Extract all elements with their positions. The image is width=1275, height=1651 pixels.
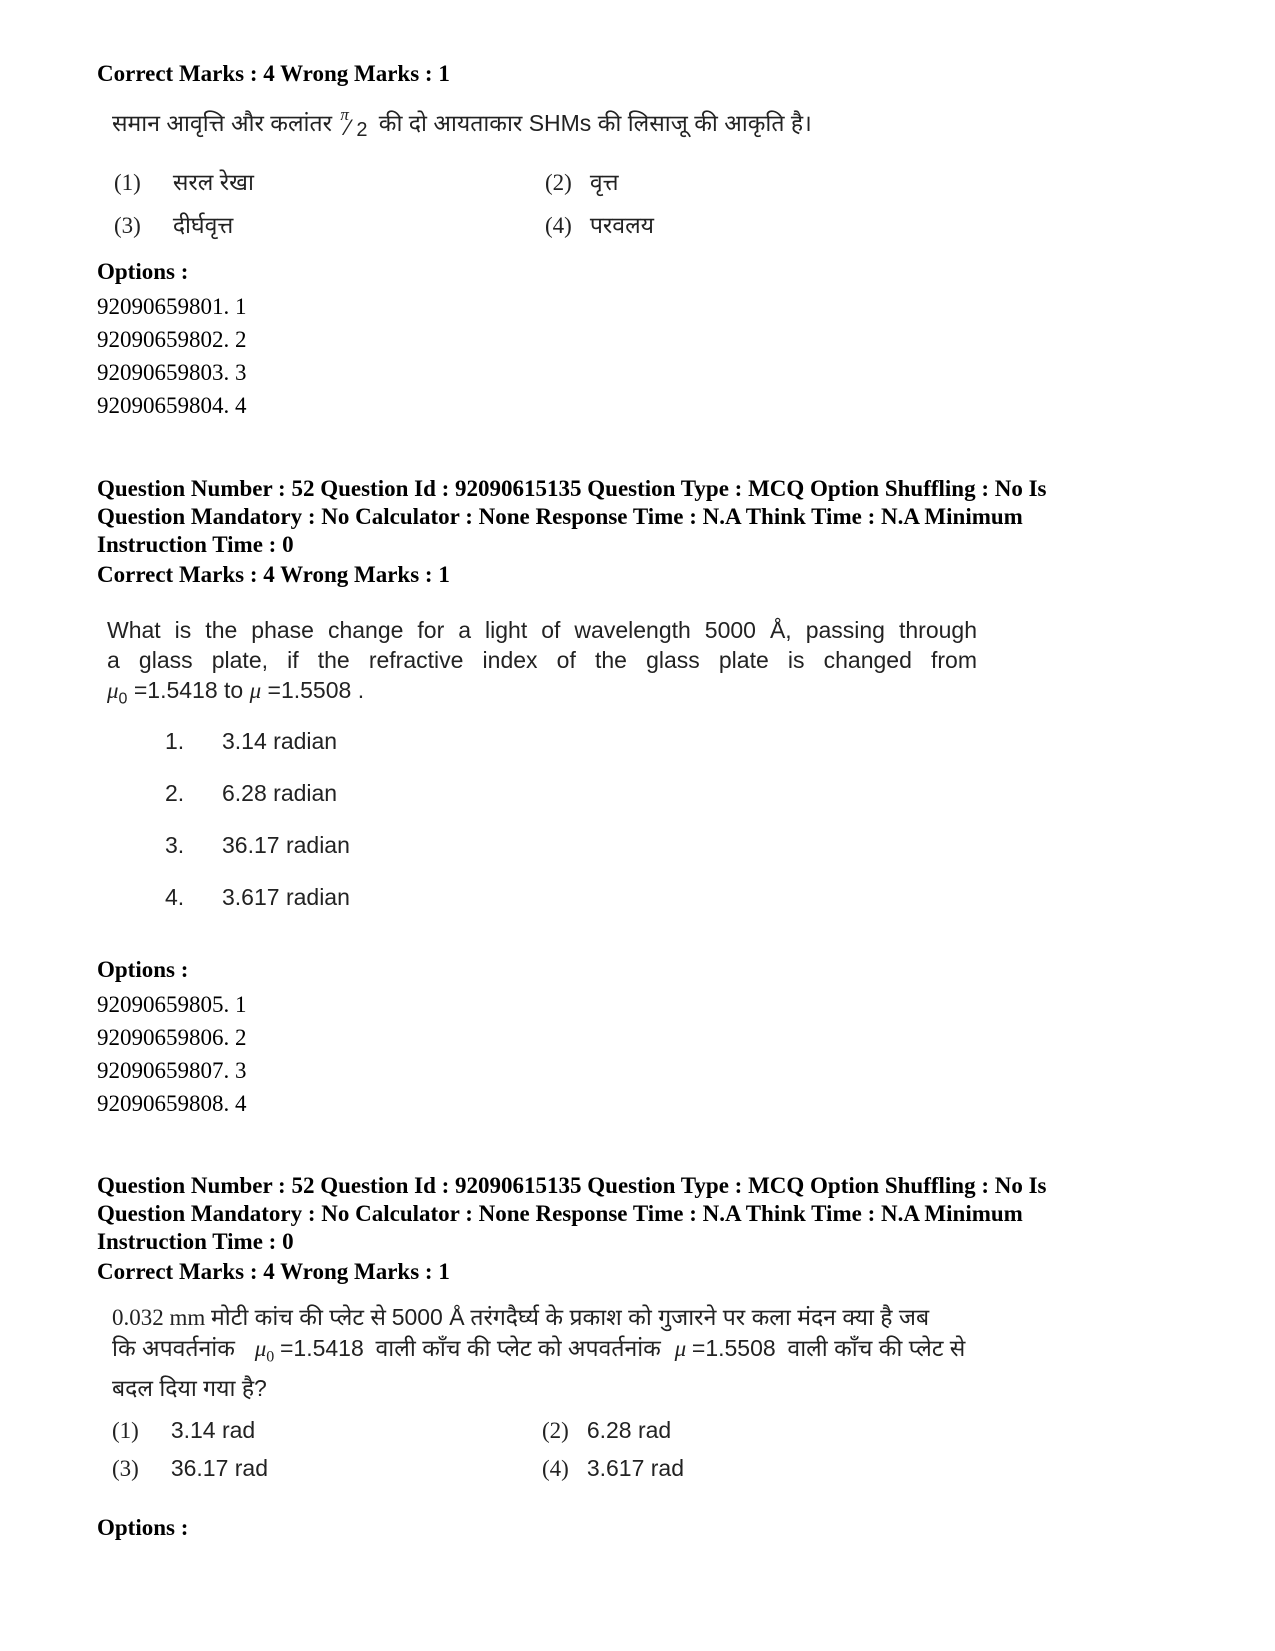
block2-header (97, 475, 1047, 559)
question-text: वाली काँच की प्लेट से (787, 1335, 966, 1361)
choice-text: परवलय (589, 212, 655, 238)
header-line: Question Mandatory : No Calculator : None Response Time : N.A Think Time : N.A Minimum (97, 1201, 1023, 1226)
choice-text: दीर्घवृत्त (172, 212, 234, 238)
question-line-2 (112, 1333, 965, 1373)
header-line: Question Number : 52 Question Id : 92090615135 Question Type : MCQ Option Shuffling : No Is (97, 1173, 1047, 1198)
question-text: कि अपवर्तनांक (112, 1335, 235, 1361)
option-id: 92090659807. 3 (97, 1058, 247, 1083)
choice-number: (1) (114, 170, 141, 195)
mu0-subscript: 0 (266, 1348, 275, 1366)
choice-text: 6.28 radian (222, 780, 338, 806)
header-line: Instruction Time : 0 (97, 532, 294, 557)
question-line-2: a glass plate, if the refractive index of the glass plate is changed from (107, 647, 977, 673)
option-id: 92090659804. 4 (97, 393, 247, 418)
mu-symbol: μ (674, 1336, 687, 1361)
choice-text: 3.617 radian (222, 884, 350, 910)
block2-option-ids (97, 988, 247, 1120)
choice-text: 36.17 radian (222, 832, 350, 858)
option-id: 92090659806. 2 (97, 1025, 247, 1050)
option-id: 92090659803. 3 (97, 360, 247, 385)
block2-marks: Correct Marks : 4 Wrong Marks : 1 (97, 562, 450, 587)
block1-marks: Correct Marks : 4 Wrong Marks : 1 (97, 61, 450, 86)
choice-number: (2) (545, 170, 572, 195)
header-line: Question Number : 52 Question Id : 92090615135 Question Type : MCQ Option Shuffling : No Is (97, 476, 1047, 501)
choice-text: 3.14 radian (222, 728, 338, 754)
block1-choice-3 (114, 208, 233, 240)
choice-number: (1) (112, 1418, 139, 1443)
choice-text: 36.17 rad (170, 1455, 269, 1481)
block2-choice-1 (165, 728, 350, 780)
option-id: 92090659801. 1 (97, 294, 247, 319)
option-id: 92090659802. 2 (97, 327, 247, 352)
block2-choice-2 (165, 780, 350, 832)
choice-number: (2) (542, 1418, 569, 1443)
thickness-value: 0.032 mm (112, 1305, 206, 1330)
choice-number: 2. (165, 780, 185, 806)
block1-question (112, 106, 812, 139)
block3-question (112, 1302, 965, 1404)
mu0-value: =1.5418 (279, 1335, 364, 1361)
question-text: मोटी कांच की प्लेट से (211, 1304, 386, 1330)
choice-number: 4. (165, 884, 185, 910)
question-line-1 (112, 1302, 965, 1333)
choice-number: (3) (114, 213, 141, 238)
block1-question-after: की दो आयताकार SHMs की लिसाजू की आकृति है। (378, 110, 812, 136)
block2-choices (165, 728, 350, 936)
mu-value: =1.5508 (691, 1335, 776, 1361)
choice-text: 6.28 rad (586, 1417, 672, 1443)
mu-value: =1.5508 . (267, 677, 365, 703)
choice-text: वृत्त (589, 169, 619, 195)
question-text: वाली काँच की प्लेट को अपवर्तनांक (375, 1335, 661, 1361)
block1-choice-1 (114, 165, 254, 197)
question-line-1: What is the phase change for a light of wavelength 5000 Å, passing through (107, 617, 977, 643)
choice-text: सरल रेखा (172, 169, 254, 195)
block3-choice-4 (542, 1455, 684, 1482)
pi-over-2-fraction: π ⁄ 2 (340, 105, 368, 141)
block1-choice-2 (545, 165, 619, 197)
block2-question (107, 615, 977, 715)
block2-choice-4 (165, 884, 350, 936)
option-id: 92090659805. 1 (97, 992, 247, 1017)
choice-number: (4) (542, 1456, 569, 1481)
block3-options-label: Options : (97, 1515, 189, 1540)
block3-header (97, 1172, 1047, 1256)
choice-number: (3) (112, 1456, 139, 1481)
block1-option-ids (97, 290, 247, 422)
question-text: तरंगदैर्घ्य के प्रकाश को गुजारने पर कला मंदन क्या है जब (470, 1304, 930, 1330)
mu0-symbol: μ (254, 1336, 267, 1361)
mu0-subscript: 0 (118, 690, 128, 708)
option-id: 92090659808. 4 (97, 1091, 247, 1116)
block3-choice-2 (542, 1417, 671, 1444)
question-line-3: बदल दिया गया है? (112, 1374, 267, 1401)
block1-question-before: समान आवृत्ति और कलांतर (112, 110, 333, 136)
choice-text: 3.14 rad (170, 1417, 256, 1443)
block3-marks: Correct Marks : 4 Wrong Marks : 1 (97, 1259, 450, 1284)
block3-choice-1 (112, 1417, 255, 1444)
mu0-symbol: μ (107, 678, 119, 703)
choice-number: (4) (545, 213, 572, 238)
block2-options-label: Options : (97, 957, 189, 982)
mu0-value: =1.5418 to (133, 677, 244, 703)
choice-number: 1. (165, 728, 185, 754)
block1-choice-4 (545, 208, 654, 240)
wavelength-value: 5000 Å (391, 1304, 465, 1330)
block3-choice-3 (112, 1455, 268, 1482)
mu-symbol: μ (249, 678, 262, 703)
choice-number: 3. (165, 832, 185, 858)
header-line: Instruction Time : 0 (97, 1229, 294, 1254)
question-line-3 (107, 675, 977, 715)
choice-text: 3.617 rad (586, 1455, 685, 1481)
block2-choice-3 (165, 832, 350, 884)
block1-options-label: Options : (97, 259, 189, 284)
header-line: Question Mandatory : No Calculator : None Response Time : N.A Think Time : N.A Minimum (97, 504, 1023, 529)
